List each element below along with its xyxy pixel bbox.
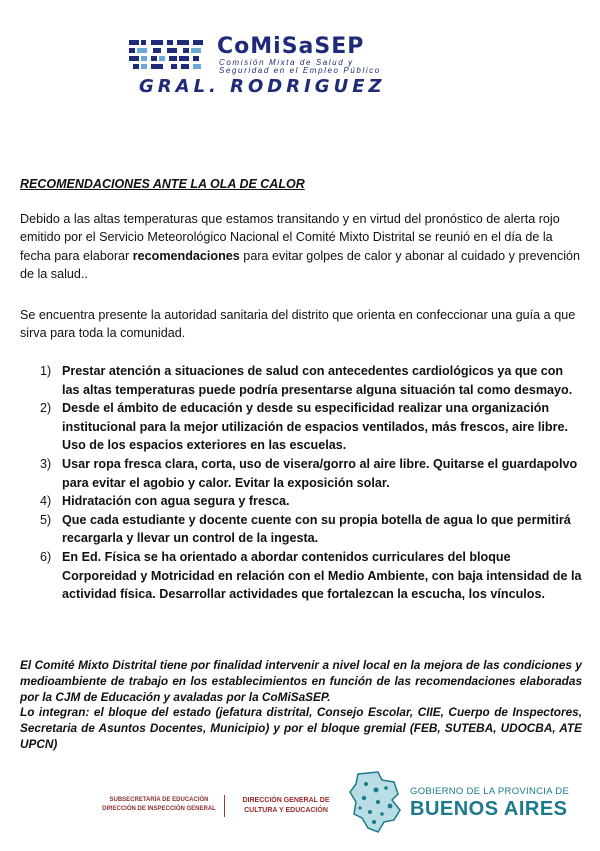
- footer-subsecretaria: [100, 796, 218, 814]
- province-map-icon: [348, 770, 404, 834]
- logo-grid-icon: [127, 38, 207, 72]
- list-item: [20, 455, 582, 492]
- list-item: [20, 362, 582, 399]
- list-item-number: 1): [40, 364, 52, 378]
- list-item: [20, 492, 582, 511]
- logo-title: CoMiSaSEP: [217, 34, 365, 59]
- list-item-number: 5): [40, 512, 52, 527]
- list-item-text: Usar ropa fresca clara, corta, uso de visera/gorro al aire libre. Quitarse el guardapolvo para evitar el agobio y calor. Evitar la exposición solar.: [62, 456, 578, 490]
- footer-mid-line-1: DIRECCIÓN GENERAL DE: [242, 797, 330, 804]
- footer-gobierno-label: GOBIERNO DE LA PROVINCIA DE: [410, 786, 570, 797]
- intro-paragraph: [20, 210, 582, 283]
- list-item-text: Que cada estudiante y docente cuente con su propia botella de agua lo que permitirá recargarla y llevar un control de la ingesta.: [62, 512, 571, 546]
- list-item-text: En Ed. Física se ha orientado a abordar contenidos curriculares del bloque Corporeidad y Motricidad en relación con el Medio Ambiente, con baja intensidad de la actividad física. Desarrollar actividades que fortalezcan la escucha, los vínculos.: [62, 549, 582, 602]
- footer-left-line-2: DIRECCIÓN DE INSPECCIÓN GENERAL: [102, 806, 216, 812]
- closing-members: Lo integran: el bloque del estado (jefatura distrital, Consejo Escolar, CIIE, Cuerpo de Inspectores, Secretaria de Asuntos Docentes, Municipio) y por el bloque gremial (FEB, SUTEBA, UDOCBA, ATE UPCN): [20, 705, 582, 751]
- intro-text-1: Debido a las altas temperaturas que estamos transitando y en virtud del pronóstico de alerta rojo emitido por el Servicio Meteorológico Nacional el Comité Mixto Distrital se reunió en el día de la fecha para elaborar: [20, 212, 560, 263]
- logo-city: GRAL. RODRIGUEZ: [139, 76, 386, 97]
- footer-mid-line-2: CULTURA Y EDUCACIÓN: [244, 806, 328, 814]
- list-item-number: 4): [40, 494, 52, 509]
- footer-divider: [224, 795, 225, 817]
- list-item: [20, 548, 582, 604]
- footer-direccion-general: [232, 796, 340, 815]
- logo-subtitle-2: Seguridad en el Empleo Público: [219, 66, 381, 75]
- list-item-text: Prestar atención a situaciones de salud con antecedentes cardiológicos ya que con las altas temperaturas puede podría presentarse alguna situación tal como desmayo.: [62, 364, 573, 397]
- footer-buenos-aires: BUENOS AIRES: [410, 798, 568, 820]
- intro-text-2: para evitar golpes de calor y abonar al cuidado y prevención de la salud..: [20, 248, 581, 281]
- comisasep-logo: [127, 34, 467, 96]
- closing-purpose: El Comité Mixto Distrital tiene por finalidad intervenir a nivel local en la mejora de las condiciones y medioambiente de trabajo en los establecimientos en función de las recomendaciones elaboradas por la CJM de Educación y avaladas por la CoMiSaSEP.: [20, 658, 582, 704]
- recommendations-list: [20, 362, 582, 604]
- document-title: RECOMENDACIONES ANTE LA OLA DE CALOR: [20, 177, 305, 191]
- list-item-number: 6): [40, 549, 52, 564]
- authority-paragraph: Se encuentra presente la autoridad sanitaria del distrito que orienta en confeccionar una guía a que sirva para toda la comunidad.: [20, 308, 576, 341]
- list-item-text: Desde el ámbito de educación y desde su especificidad realizar una organización institucional para la mejor utilización de espacios ventilados, más frescos, aire libre. Uso de los espacios exteriores en las escuelas.: [62, 401, 569, 453]
- list-item: [20, 511, 582, 548]
- list-item-number: 2): [40, 401, 52, 416]
- logo-subtitle-1: Comisión Mixta de Salud y: [219, 58, 354, 67]
- closing-statement: [20, 658, 582, 753]
- list-item-number: 3): [40, 456, 52, 471]
- intro-text-bold: recomendaciones: [132, 248, 240, 263]
- footer-left-line-1: SUBSECRETARÍA DE EDUCACIÓN: [109, 797, 209, 803]
- list-item: [20, 399, 582, 455]
- list-item-text: Hidratación con agua segura y fresca.: [62, 494, 290, 509]
